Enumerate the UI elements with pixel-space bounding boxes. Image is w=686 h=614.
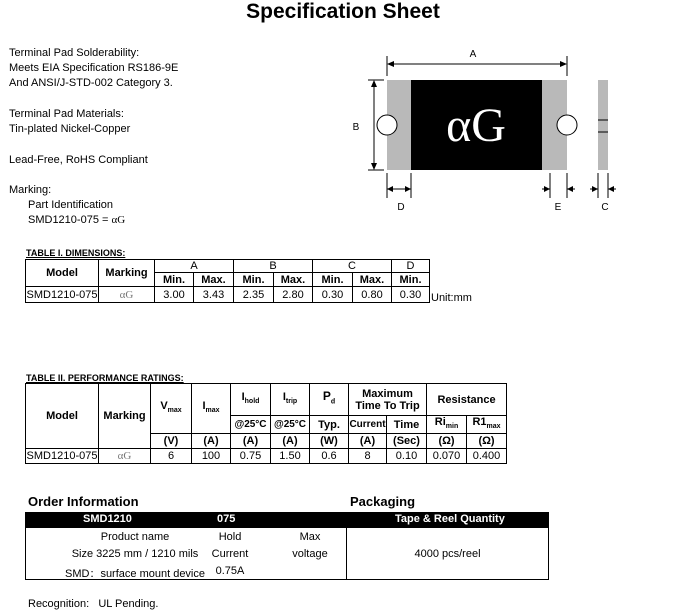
table2-caption: TABLE II. PERFORMANCE RATINGS: [26,373,184,383]
t1-header-a: A [155,260,234,273]
t2-header-rimin-sub: min [445,423,459,431]
t2-header-itrip: I [282,390,286,403]
t2-row-vmax: 6 [151,449,192,464]
dim-label-d: D [397,202,405,213]
t2-row-rimin: 0.070 [427,449,467,464]
t2-header-vmax-sub: max [167,407,182,415]
order-border-right [548,528,549,580]
t1-c-min: Min. [313,273,353,287]
packaging-header: Tape & Reel Quantity [395,513,505,525]
materials-line: Tin-plated Nickel-Copper [9,123,131,135]
order-current: Current [211,548,249,560]
t2-unit-v: (V) [151,434,192,449]
t2-header-ihold-sub: hold [244,398,260,406]
t1-a-max: Max. [194,273,234,287]
page-title: Specification Sheet [246,0,440,23]
t1-row-model: SMD1210-075 [26,288,98,301]
t1-b-max: Max. [274,273,313,287]
order-smd-desc: SMD：surface mount device [65,568,205,580]
t2-header-imax: I [202,400,206,412]
t2-row-r1max: 0.400 [467,449,507,464]
t2-header-resistance: Resistance [427,384,507,416]
performance-table [25,383,507,464]
t2-header-pd-sub: d [330,398,336,406]
t2-unit-imax: (A) [192,434,231,449]
t1-c-max: Max. [353,273,392,287]
t1-a-min: Min. [155,273,194,287]
materials-heading: Terminal Pad Materials: [9,108,124,120]
t2-header-rimin: Ri [434,416,446,428]
t1-row-b-max: 2.80 [274,287,313,303]
t2-row-time: 0.10 [387,449,427,464]
left-pad-notch [377,115,397,135]
t2-header-pd: P [322,389,331,404]
t2-header-max-time-to-trip: Maximum Time To Trip [349,384,427,416]
order-product-name: Product name [100,531,170,543]
t2-header-itrip-sub: trip [285,398,298,406]
component-side-view [598,80,608,170]
dim-label-b: B [352,122,360,133]
t2-header-r1max-sub: max [486,423,501,431]
t2-row-current: 8 [349,449,387,464]
t2-unit-sec: (Sec) [387,434,427,449]
t2-unit-w: (W) [310,434,349,449]
t2-unit-ihold: (A) [231,434,271,449]
t2-header-current: Current [349,416,387,434]
t2-header-time: Time [387,416,427,434]
t2-row-model: SMD1210-075 [26,450,98,463]
t2-header-pd-typ: Typ. [310,416,349,434]
t2-header-marking: Marking [99,384,151,449]
order-col-series: SMD1210 [83,513,132,525]
t2-unit-ohm-1: (Ω) [427,434,467,449]
right-pad-notch [557,115,577,135]
t2-row-pd: 0.6 [310,449,349,464]
t2-unit-ohm-2: (Ω) [467,434,507,449]
table1-unit: Unit:mm [431,292,472,304]
packaging-title: Packaging [350,494,416,509]
part-identification-label: Part Identification [28,199,113,211]
t1-header-c: C [313,260,392,273]
solderability-heading: Terminal Pad Solderability: [9,47,140,59]
part-mark: αG [111,214,126,226]
dimensions-table [25,259,430,303]
t2-header-model: Model [26,384,99,449]
t2-header-ihold: I [241,390,245,403]
lead-free-text: Lead-Free, RoHS Compliant [9,154,148,166]
t2-row-marking: αG [99,449,151,464]
t2-header-ihold-temp: @25°C [231,416,271,434]
t2-row-ihold: 0.75 [231,449,271,464]
t1-row-c-max: 0.80 [353,287,392,303]
t1-row-b-min: 2.35 [234,287,274,303]
t2-row-itrip: 1.50 [271,449,310,464]
t1-row-d-min: 0.30 [392,287,430,303]
component-mark: αG [446,99,506,152]
dim-label-c: C [601,202,609,213]
t2-unit-current: (A) [349,434,387,449]
solderability-line-2: And ANSI/J-STD-002 Category 3. [9,77,173,89]
t1-row-c-min: 0.30 [313,287,353,303]
order-hold: Hold [218,531,242,543]
order-size: Size 3225 mm / 1210 mils [71,548,199,560]
order-col-rating: 075 [217,513,236,525]
t2-header-r1max: R1 [472,416,487,428]
t1-row-a-max: 3.43 [194,287,234,303]
t2-header-itrip-temp: @25°C [271,416,310,434]
t1-row-a-min: 3.00 [155,287,194,303]
t1-header-d: D [392,260,430,273]
component-diagram [340,40,640,220]
t1-header-marking: Marking [99,260,155,287]
t1-d-min: Min. [392,273,430,287]
t1-b-min: Min. [234,273,274,287]
t1-header-b: B [234,260,313,273]
t2-unit-itrip: (A) [271,434,310,449]
order-voltage: voltage [292,548,328,560]
solderability-line-1: Meets EIA Specification RS186-9E [9,62,179,74]
t1-row-marking: αG [99,287,155,303]
t2-row-imax: 100 [192,449,231,464]
t1-header-model: Model [26,260,99,287]
order-hold-value: 0.75A [215,565,245,577]
dim-label-e: E [554,202,562,213]
marking-heading: Marking: [9,184,52,196]
order-info-title: Order Information [28,494,139,509]
part-code [28,213,125,228]
table1-caption: TABLE I. DIMENSIONS: [26,248,126,258]
dim-label-a: A [469,49,477,60]
packaging-quantity: 4000 pcs/reel [414,548,481,560]
t2-header-imax-sub: max [205,407,220,415]
order-max: Max [299,531,321,543]
part-code-text: SMD1210-075 = [28,214,112,226]
order-header-bar [25,512,549,528]
t2-header-vmax: V [160,400,168,412]
recognition-text: Recognition: UL Pending. [28,598,159,610]
